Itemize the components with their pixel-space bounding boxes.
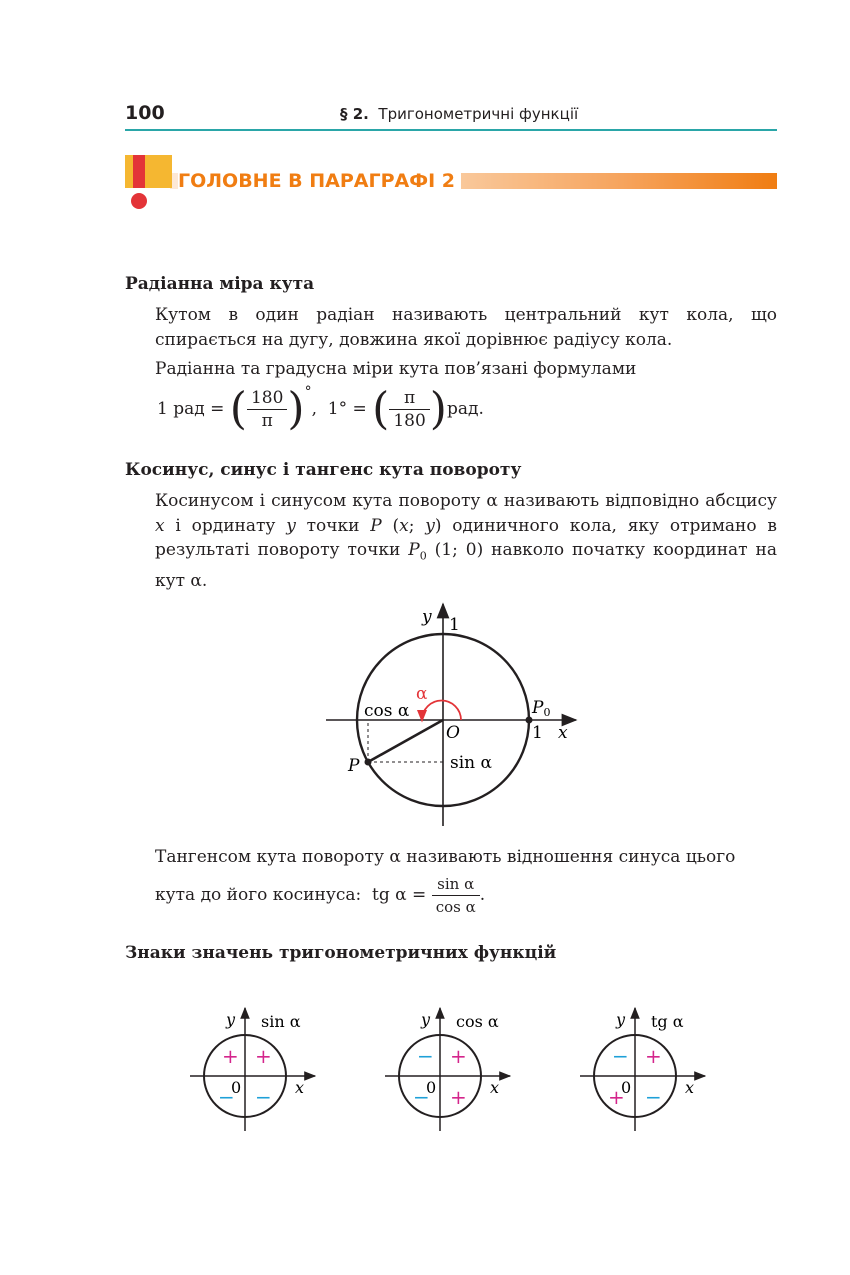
formula1-left: 1 рад =: [157, 399, 225, 419]
running-header: [340, 105, 578, 123]
sign-q4: −: [645, 1085, 662, 1109]
radian-heading: Радіанна міра кута: [125, 274, 315, 294]
formula1-fraction: [247, 387, 287, 432]
sign-q3: +: [608, 1085, 625, 1109]
radius-op: [368, 720, 443, 762]
formula1-denominator: π: [261, 411, 273, 431]
radian-formula-intro: Радіанна та градусна міри кута пов’язані формулами: [155, 359, 637, 379]
sign-x-label: x: [295, 1078, 305, 1097]
sign-y-label: y: [226, 1010, 236, 1029]
tangent-tg: tg α =: [372, 885, 427, 905]
point-p: [365, 759, 372, 766]
paren-close-1: ): [287, 383, 305, 435]
x-axis-label: x: [558, 723, 568, 743]
tangent-line1: Тангенсом кута повороту α називають відношення синуса цього: [155, 847, 736, 867]
page-number: 100: [125, 102, 165, 124]
sign-q3: −: [218, 1085, 235, 1109]
alpha-label: α: [416, 684, 428, 704]
radian-formulas: 1 рад = ( $\frac{180}{\pi}$ )°, 1° = ( $\frac{\pi}{180}$ )рад.: [157, 383, 484, 435]
sign-func-label: sin α: [261, 1012, 301, 1031]
p0-subscript: 0: [543, 706, 551, 719]
var-y: y: [286, 515, 296, 536]
sign-x-label: x: [490, 1078, 500, 1097]
sign-zero-label: 0: [621, 1078, 632, 1097]
sign-func-label: tg α: [651, 1012, 684, 1031]
sign-q1: +: [255, 1044, 272, 1068]
sign-q2: −: [612, 1044, 629, 1068]
sign-q1: +: [450, 1044, 467, 1068]
alpha-arc: [422, 701, 461, 721]
tangent-fraction: [432, 873, 480, 918]
sign-y-label: y: [421, 1010, 431, 1029]
p0-letter: P: [532, 698, 544, 718]
cossin-heading: Косинус, синус і тангенс кута повороту: [125, 460, 522, 480]
p-label: P: [348, 756, 360, 776]
p0-label: [531, 698, 550, 719]
x-one-label: 1: [532, 723, 543, 743]
y-one-label: 1: [449, 615, 460, 635]
degree-sign: °: [304, 384, 312, 400]
formula2-fraction: [389, 387, 429, 432]
formula2-denominator: 180: [393, 411, 426, 431]
formula1-numerator: 180: [247, 387, 287, 410]
sin-label: sin α: [450, 753, 492, 773]
paren-close-2: ): [429, 383, 447, 435]
tangent-numerator: sin α: [432, 873, 480, 896]
sign-q3: −: [413, 1085, 430, 1109]
var-x: x: [155, 515, 165, 536]
section-title: Тригонометричні функції: [378, 105, 579, 123]
sign-q2: +: [222, 1044, 239, 1068]
y-axis-label: y: [422, 607, 432, 627]
sign-x-label: x: [685, 1078, 695, 1097]
tangent-formula: [155, 873, 485, 918]
tangent-denominator: cos α: [435, 898, 476, 916]
exclamation-dot-icon: [131, 193, 147, 209]
sign-zero-label: 0: [426, 1078, 437, 1097]
header-rule: [125, 129, 777, 131]
origin-label: O: [446, 723, 460, 743]
formula2-left: 1° =: [327, 399, 367, 419]
paren-open-1: (: [229, 383, 247, 435]
section-mark: § 2.: [340, 105, 369, 123]
sign-func-label: cos α: [456, 1012, 499, 1031]
var-p: P: [370, 515, 382, 536]
cos-label: cos α: [364, 701, 410, 721]
signs-heading: Знаки значень тригонометричних функцій: [125, 943, 557, 963]
sign-q1: +: [645, 1044, 662, 1068]
tangent-end: .: [479, 885, 486, 905]
sign-q4: −: [255, 1085, 272, 1109]
signs-diagrams: [180, 1000, 720, 1140]
sign-y-label: y: [616, 1010, 626, 1029]
exclamation-icon: [133, 155, 145, 188]
paren-open-2: (: [372, 383, 390, 435]
cossin-definition: Косинусом і синусом кута повороту α називають відповідно абсцису x і ординату y точки P (x; y) одиничного кола, яку отримано в результаті повороту точки $P_0$ (1; 0) навколо початку координат на кут α.: [155, 491, 777, 591]
tangent-prefix: кута до його косинуса:: [155, 885, 362, 905]
radian-definition: Кутом в один радіан називають центральний кут кола, що спирається на дугу, довжина якої дорівнює радіусу кола.: [155, 305, 777, 350]
sign-q2: −: [417, 1044, 434, 1068]
sign-zero-label: 0: [231, 1078, 242, 1097]
formula2-unit: рад.: [446, 399, 484, 419]
formula2-numerator: π: [389, 387, 429, 410]
sign-q4: +: [450, 1085, 467, 1109]
unit-circle-diagram: [320, 600, 590, 830]
banner-title: ГОЛОВНЕ В ПАРАГРАФІ 2: [178, 170, 461, 192]
